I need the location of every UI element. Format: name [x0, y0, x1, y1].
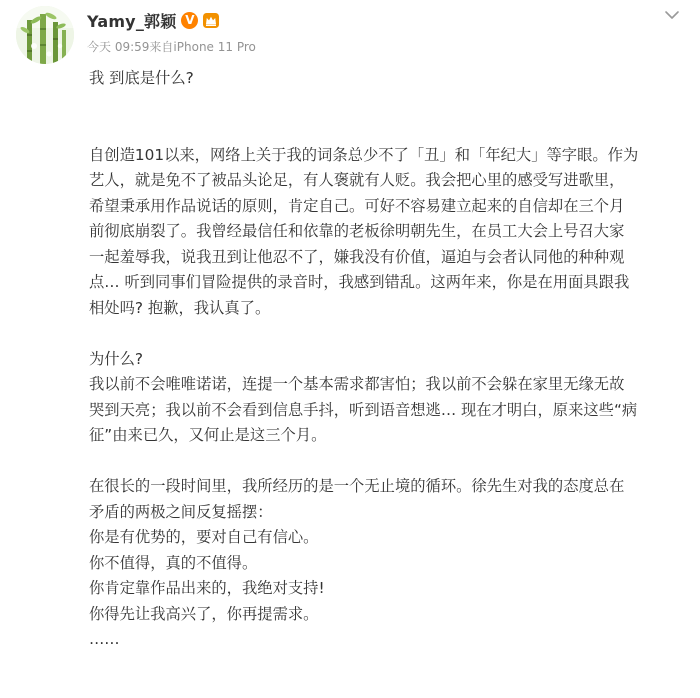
blank-line	[89, 117, 689, 143]
post-source: iPhone 11 Pro	[173, 40, 256, 54]
avatar-bamboo-image	[16, 6, 74, 64]
author-name[interactable]: Yamy_郭颖	[87, 11, 177, 31]
post-paragraph: 自创造101以来，网络上关于我的词条总少不了「丑」和「年纪大」等字眼。作为 艺人，就是免不了被品头论足，有人褒就有人贬。我会把心里的感受写进歌里， 希望秉承用作品说话的原则，肯定自己。可好不容易建立起来的自信却在三个月 前彻底崩裂了。我曾经最信任和依靠的老板徐明朝先生，在员工大会上号召大家 一起羞辱我，说我丑到让他忍不了，嫌我没有价值，逼迫与会者认同他的种种观 点… 听到同事们冒险提供的录音时，我感到错乱。这两年来，你是在用面具跟我 相处吗? 抱歉，我认真了。	[89, 145, 639, 317]
post-content	[89, 66, 689, 653]
avatar[interactable]	[16, 6, 74, 64]
post-paragraph: 为什么? 我以前不会唯唯诺诺，连提一个基本需求都害怕；我以前不会躲在家里无缘无故 哭到天亮；我以前不会看到信息手抖，听到语音想逃… 现在才明白，原来这些“病 征”由来已久，又何止是这三个月。	[89, 349, 638, 444]
blank-line	[89, 321, 689, 347]
post-time[interactable]: 今天 09:59	[87, 40, 150, 54]
author-line	[87, 8, 220, 32]
post-meta	[87, 38, 256, 55]
blank-line	[89, 92, 689, 118]
verified-v-icon: V	[181, 12, 198, 29]
blank-line	[89, 449, 689, 475]
level-crown-icon[interactable]	[202, 12, 220, 29]
post-paragraph: 在很长的一段时间里，我所经历的是一个无止境的循环。徐先生对我的态度总在 矛盾的两极之间反复摇摆： 你是有优势的，要对自己有信心。 你不值得，真的不值得。 你肯定靠作品出来的，我绝对支持! 你得先让我高兴了，你再提需求。 ……	[89, 477, 625, 648]
post-title: 我 到底是什么?	[89, 69, 194, 87]
chevron-down-icon[interactable]	[664, 8, 680, 22]
post-source-prefix: 来自	[149, 40, 174, 54]
